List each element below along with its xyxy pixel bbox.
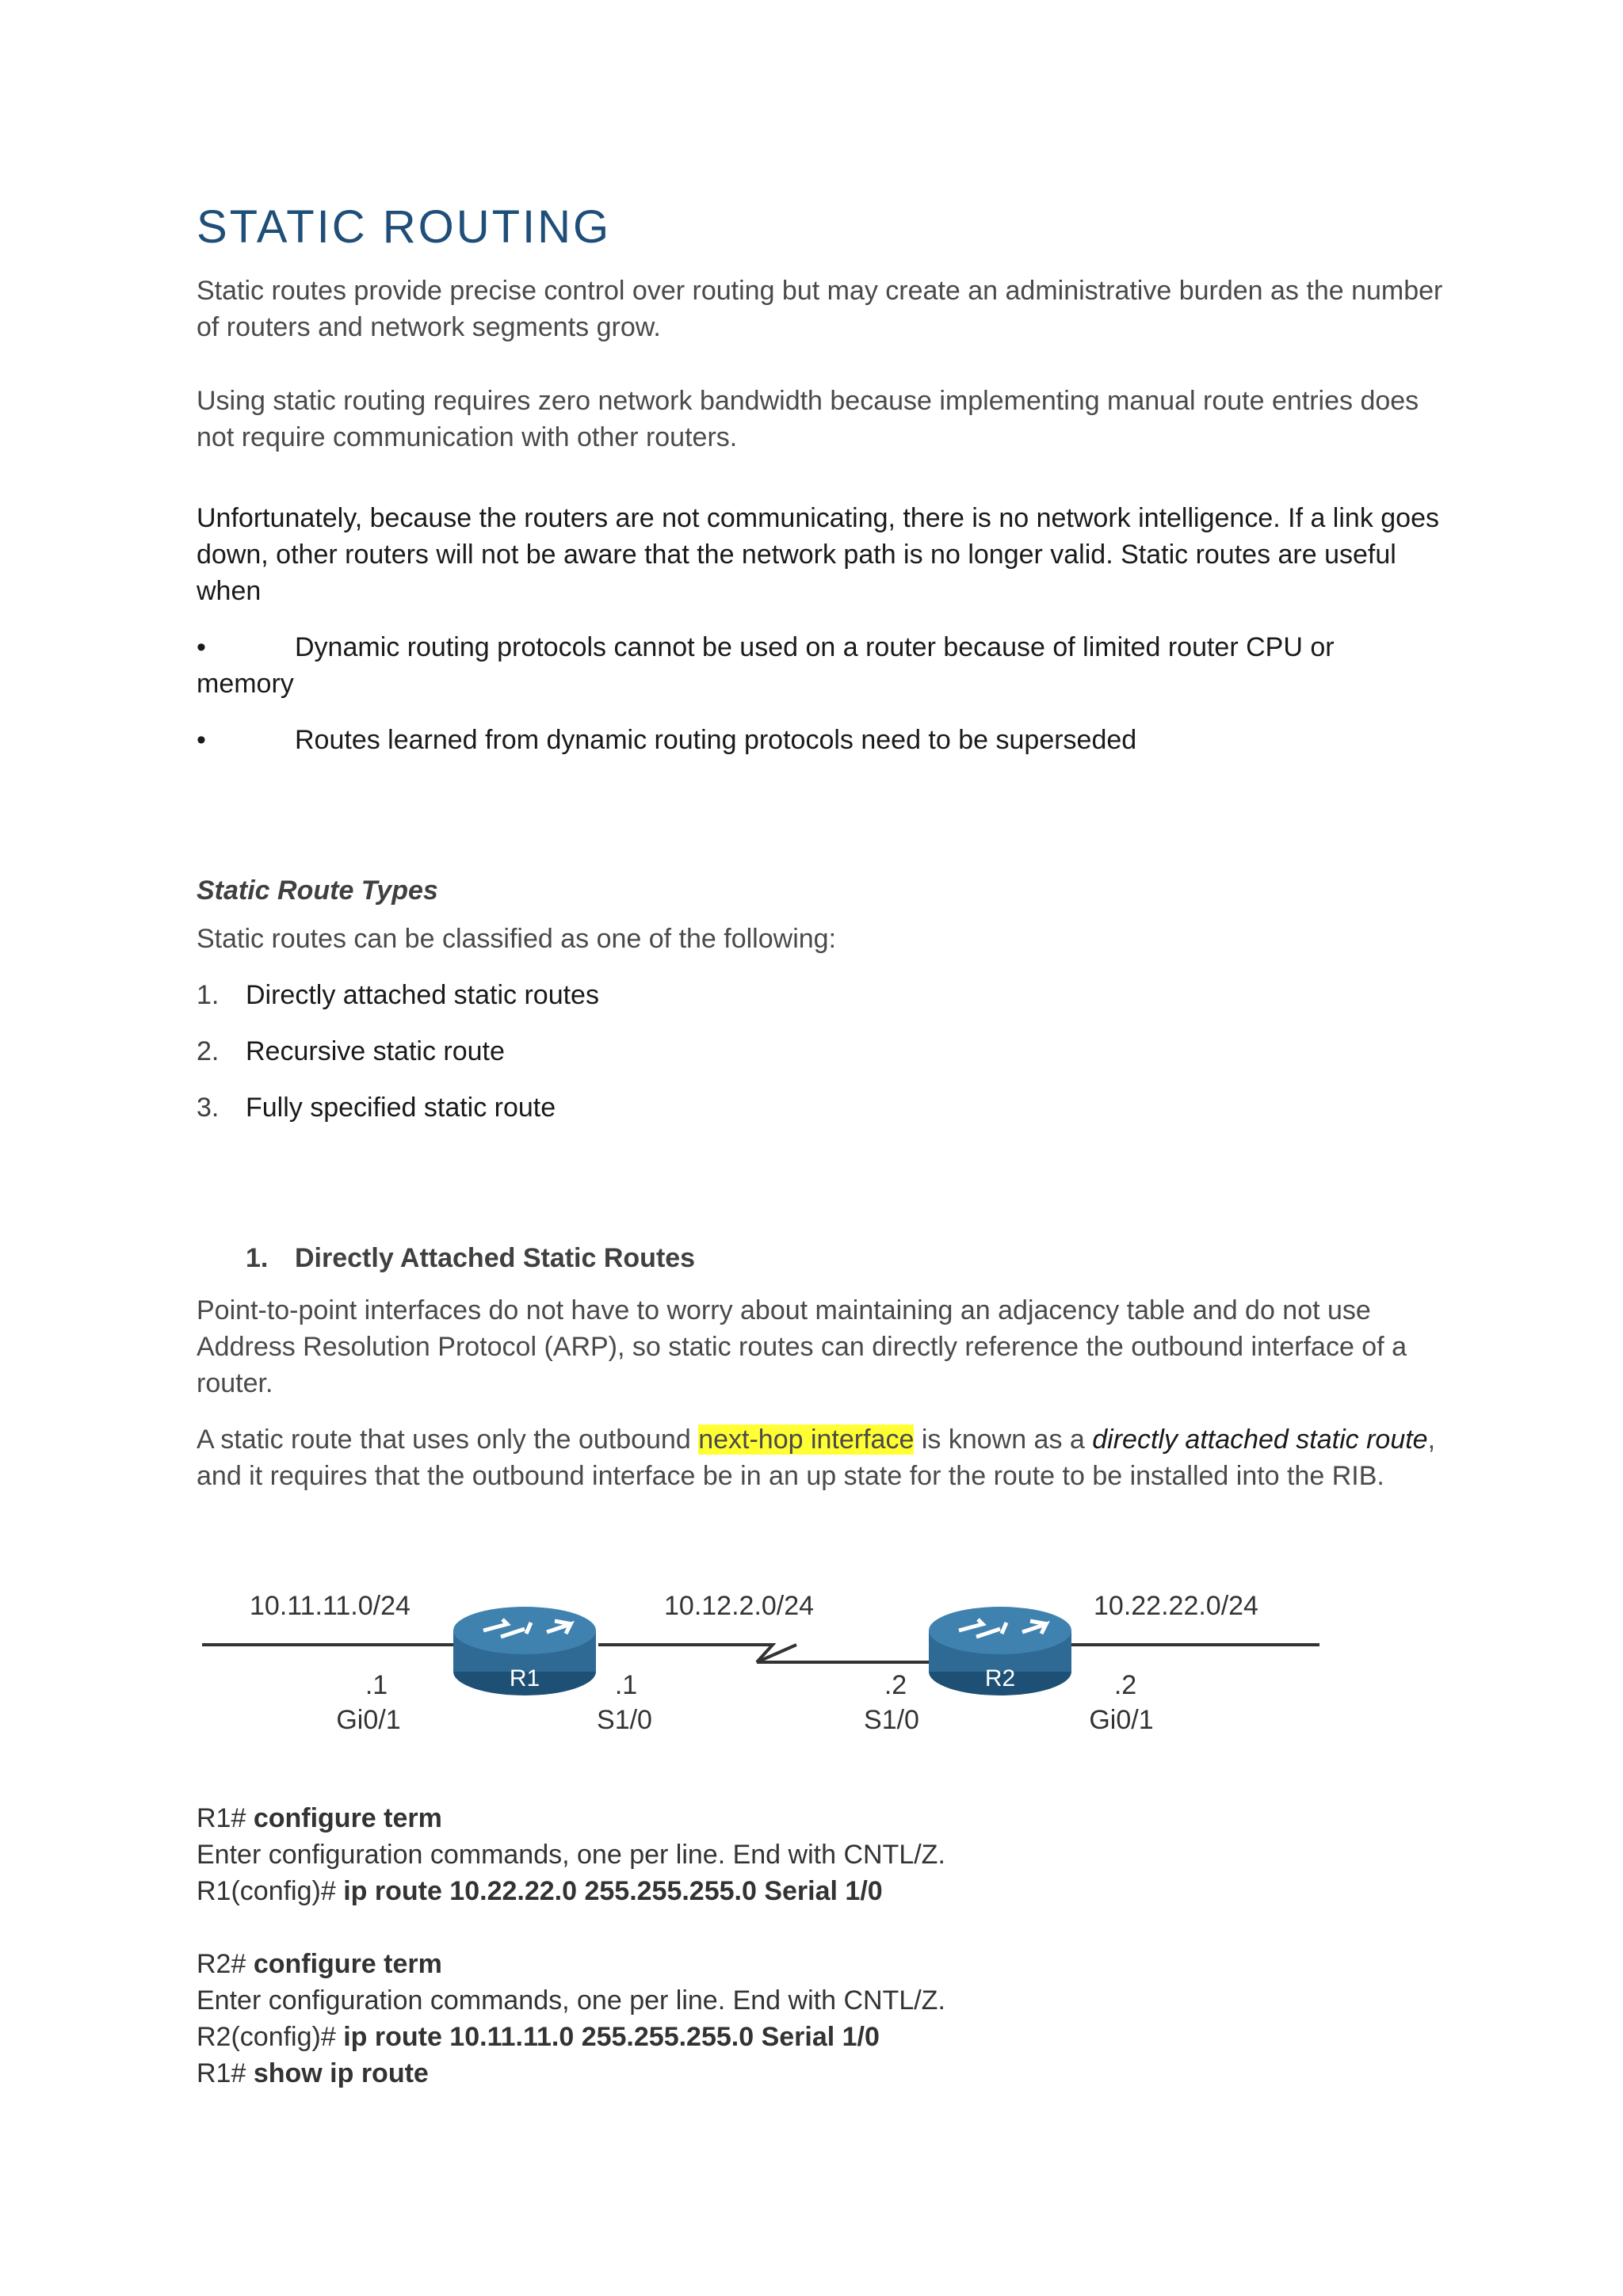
page-title: STATIC ROUTING: [197, 201, 612, 253]
list-number: 2.: [197, 1036, 220, 1066]
r1-right-if: S1/0: [597, 1705, 652, 1735]
r1-right-ip: .1: [614, 1670, 638, 1700]
r2-left-if: S1/0: [864, 1705, 919, 1735]
net-left-label: 10.11.11.0/24: [250, 1591, 411, 1621]
prompt: R1(config)#: [197, 1876, 344, 1906]
r2-left-ip: .2: [884, 1670, 907, 1700]
bullet-dot: •: [197, 632, 206, 662]
r2-right-if: Gi0/1: [1089, 1705, 1154, 1735]
command-line-r2-config: [197, 1946, 442, 1982]
prompt: R1#: [197, 1803, 254, 1833]
intro-paragraph-2: Using static routing requires zero network bandwidth because implementing manual route entries does not require communication with other routers.: [197, 386, 1419, 452]
list-text: Recursive static route: [246, 1036, 505, 1066]
command: show ip route: [253, 2058, 429, 2088]
command-line-r2-route: [197, 2019, 880, 2055]
network-diagram: [190, 1577, 1331, 1751]
list-number: 1.: [197, 980, 220, 1010]
intro-paragraph-1: Static routes provide precise control over routing but may create an administrative burden as the number of routers and network segments grow.: [197, 276, 1443, 342]
bullet-dot: •: [197, 725, 206, 755]
prompt: R1#: [197, 2058, 254, 2088]
list-text: Fully specified static route: [246, 1093, 556, 1123]
prompt: R2#: [197, 1949, 254, 1979]
italic-term: directly attached static route: [1092, 1425, 1428, 1455]
bullet-text: Routes learned from dynamic routing protocols need to be superseded: [295, 725, 1137, 755]
r1-left-if: Gi0/1: [336, 1705, 401, 1735]
text-run: , and it requires that the outbound interface be in an up state for the route to be installed into the RIB.: [197, 1425, 1436, 1491]
router-r2-label: R2: [984, 1665, 1016, 1691]
types-intro: Static routes can be classified as one of the following:: [197, 924, 837, 954]
serial-link-part1: [598, 1645, 796, 1662]
command-line-r1-show: [197, 2055, 429, 2092]
section-paragraph-2: [197, 1421, 1449, 1494]
types-heading: Static Route Types: [197, 875, 438, 906]
prompt: R2(config)#: [197, 2022, 344, 2052]
bullet-text: Dynamic routing protocols cannot be used on a router because of limited router CPU or: [295, 632, 1335, 662]
text-run: A static route that uses only the outbound: [197, 1425, 699, 1455]
r1-left-ip: .1: [365, 1670, 388, 1700]
list-text: Directly attached static routes: [246, 980, 599, 1010]
command: ip route 10.22.22.0 255.255.255.0 Serial 1/0: [343, 1876, 883, 1906]
r2-right-ip: .2: [1113, 1670, 1137, 1700]
list-number: 3.: [197, 1093, 220, 1123]
command: configure term: [253, 1803, 442, 1833]
highlighted-term: next-hop interface: [698, 1425, 915, 1455]
section-paragraph-1: Point-to-point interfaces do not have to worry about maintaining an adjacency table and do not use Address Resolution Protocol (ARP), so static routes can directly reference the outbound interface of a router.: [197, 1295, 1407, 1398]
net-mid-label: 10.12.2.0/24: [664, 1591, 815, 1621]
router-r1-label: R1: [509, 1665, 540, 1691]
command: configure term: [253, 1949, 442, 1979]
command-output-1: Enter configuration commands, one per line. End with CNTL/Z.: [197, 1840, 945, 1870]
command-line-r1-route: [197, 1873, 883, 1909]
section-number: 1.: [246, 1243, 269, 1273]
intro-paragraph-3: Unfortunately, because the routers are not communicating, there is no network intelligence. If a link goes down, other routers will not be aware that the network path is no longer valid. Static routes are useful when: [197, 503, 1440, 606]
command-output-2: Enter configuration commands, one per line. End with CNTL/Z.: [197, 1985, 945, 2016]
text-run: is known as a: [914, 1425, 1093, 1455]
bullet-text-continued: memory: [197, 669, 294, 699]
command: ip route 10.11.11.0 255.255.255.0 Serial 1/0: [343, 2022, 880, 2052]
section-title: Directly Attached Static Routes: [295, 1243, 696, 1273]
command-line-r1-config: [197, 1800, 442, 1836]
net-right-label: 10.22.22.0/24: [1094, 1591, 1258, 1621]
